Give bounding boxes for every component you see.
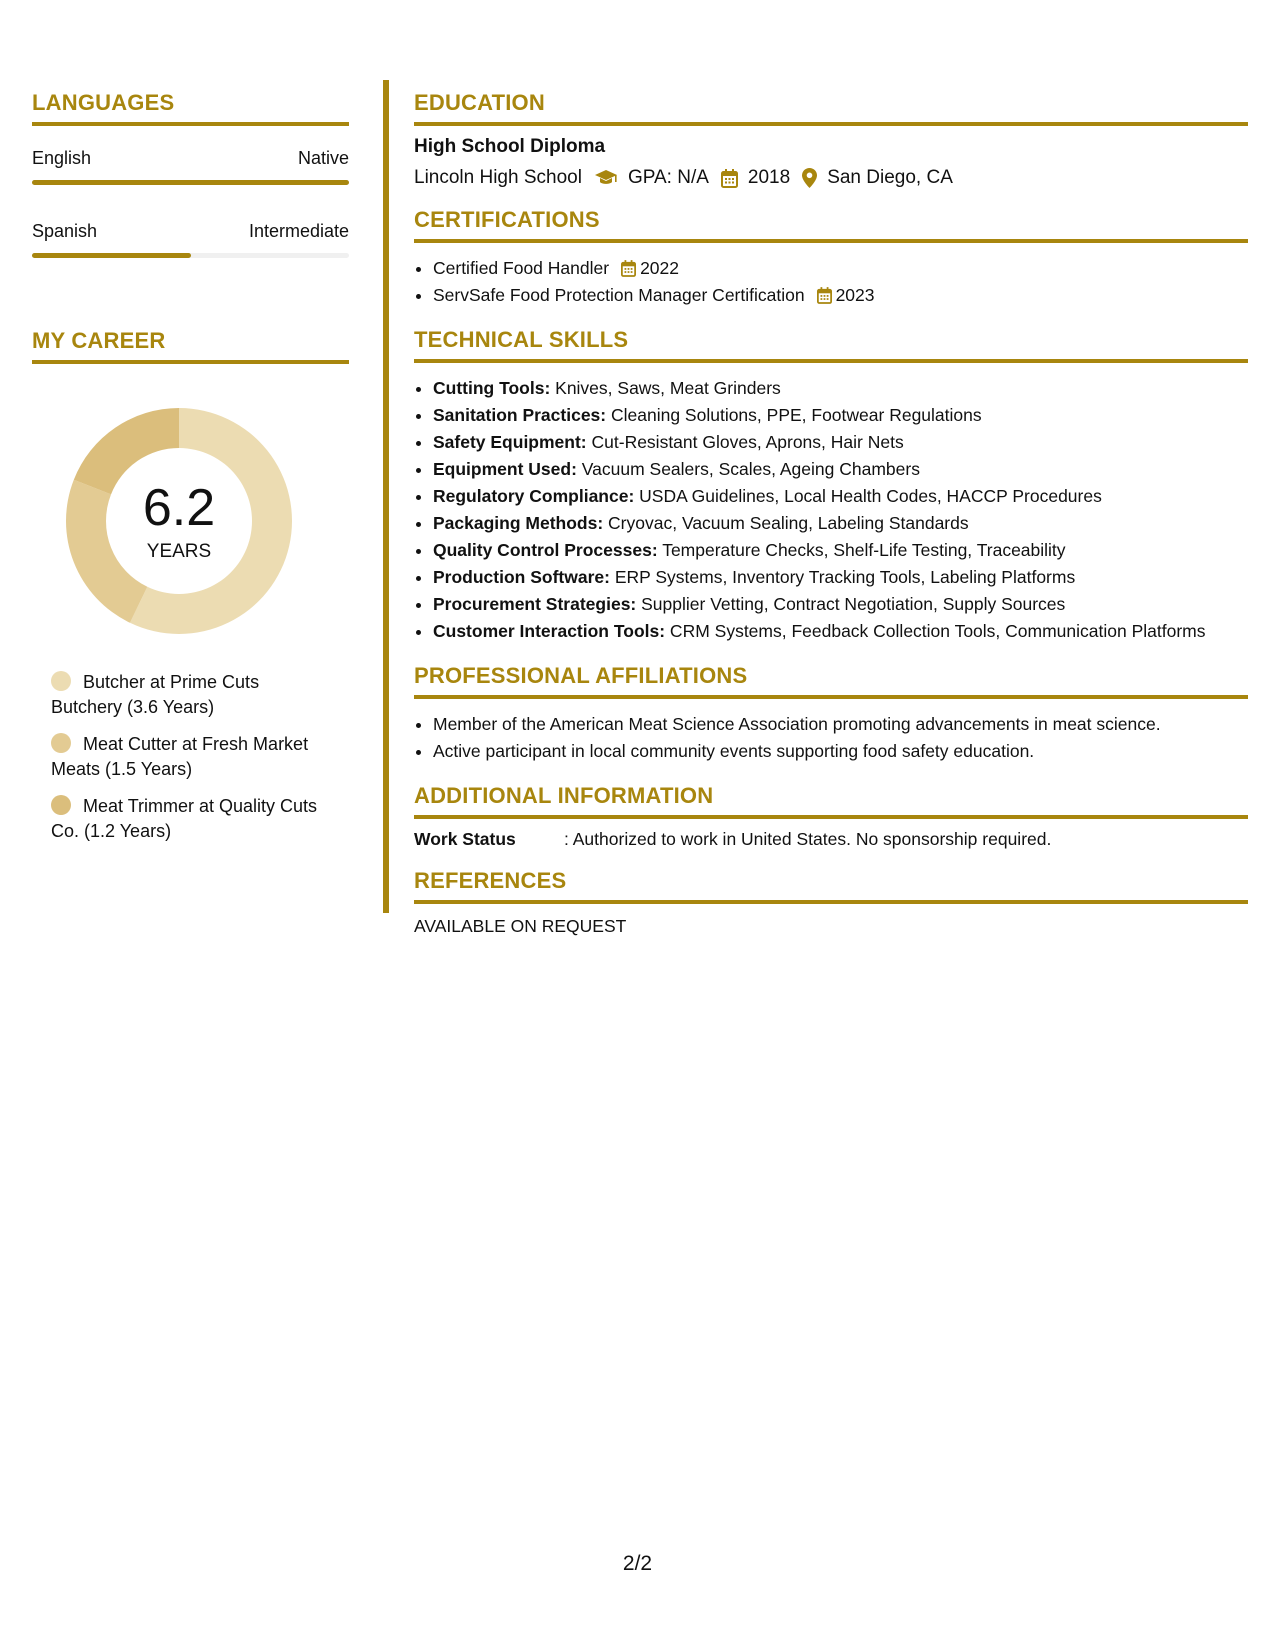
calendar-icon bbox=[721, 169, 738, 188]
skill-item bbox=[433, 375, 1248, 402]
skill-value: CRM Systems, Feedback Collection Tools, Communication Platforms bbox=[665, 621, 1206, 641]
career-years-unit: YEARS bbox=[146, 541, 212, 562]
certification-name: ServSafe Food Protection Manager Certification bbox=[433, 285, 805, 305]
language-level: Intermediate bbox=[248, 221, 349, 241]
graduation-cap-icon bbox=[594, 169, 618, 187]
skill-value: Knives, Saws, Meat Grinders bbox=[550, 378, 781, 398]
work-status-label: Work Status bbox=[414, 829, 516, 849]
legend-label: Butcher at Prime Cuts Butchery (3.6 Years) bbox=[51, 672, 260, 717]
skill-value: USDA Guidelines, Local Health Codes, HACCP Procedures bbox=[634, 486, 1102, 506]
language-proficiency-fill bbox=[32, 253, 191, 258]
certifications-section bbox=[414, 207, 1248, 309]
language-proficiency-bar bbox=[32, 180, 349, 185]
skill-item bbox=[433, 402, 1248, 429]
career-legend bbox=[51, 670, 349, 844]
skill-label: Customer Interaction Tools: bbox=[433, 621, 666, 641]
skill-item bbox=[433, 564, 1248, 591]
work-status-value: : Authorized to work in United States. No sponsorship required. bbox=[564, 829, 1052, 849]
affiliations-section bbox=[414, 663, 1248, 765]
language-level: Native bbox=[297, 148, 349, 168]
right-column bbox=[414, 90, 1248, 955]
education-section bbox=[414, 90, 1248, 189]
language-name: Spanish bbox=[32, 221, 98, 241]
affiliation-item: • Member of the American Meat Science Association promoting advancements in meat science. bbox=[433, 711, 1248, 738]
skill-value: Cleaning Solutions, PPE, Footwear Regulations bbox=[606, 405, 982, 425]
skill-value: Supplier Vetting, Contract Negotiation, Supply Sources bbox=[636, 594, 1066, 614]
calendar-icon bbox=[621, 260, 636, 277]
legend-dot bbox=[51, 733, 71, 753]
skill-value: Cryovac, Vacuum Sealing, Labeling Standards bbox=[603, 513, 969, 533]
language-item bbox=[32, 221, 349, 258]
skill-item bbox=[433, 483, 1248, 510]
skill-item bbox=[433, 510, 1248, 537]
additional-info-heading: ADDITIONAL INFORMATION bbox=[414, 783, 1248, 819]
references-section bbox=[414, 868, 1248, 937]
references-heading: REFERENCES bbox=[414, 868, 1248, 904]
education-gpa: GPA: N/A bbox=[627, 167, 709, 188]
language-proficiency-bar bbox=[32, 253, 349, 258]
skill-value: Vacuum Sealers, Scales, Ageing Chambers bbox=[576, 459, 920, 479]
skill-item bbox=[433, 429, 1248, 456]
skills-section bbox=[414, 327, 1248, 645]
calendar-icon bbox=[817, 287, 832, 304]
affiliations-heading: PROFESSIONAL AFFILIATIONS bbox=[414, 663, 1248, 699]
skill-label: Production Software: bbox=[433, 567, 610, 587]
skill-item bbox=[433, 456, 1248, 483]
education-details bbox=[414, 167, 1248, 189]
skill-label: Quality Control Processes: bbox=[433, 540, 658, 560]
work-status-row bbox=[414, 829, 1248, 850]
skill-value: Cut-Resistant Gloves, Aprons, Hair Nets bbox=[586, 432, 904, 452]
education-heading: EDUCATION bbox=[414, 90, 1248, 126]
education-year: 2018 bbox=[747, 167, 791, 188]
skill-item bbox=[433, 537, 1248, 564]
certification-year: 2022 bbox=[640, 258, 679, 278]
education-degree: High School Diploma bbox=[414, 136, 606, 157]
career-legend-item bbox=[51, 670, 331, 720]
career-donut-chart bbox=[66, 408, 292, 634]
skill-item bbox=[433, 618, 1248, 645]
skill-label: Sanitation Practices: bbox=[433, 405, 607, 425]
certification-item bbox=[433, 282, 1248, 309]
additional-info-section bbox=[414, 783, 1248, 850]
legend-label: Meat Cutter at Fresh Market Meats (1.5 Years) bbox=[51, 734, 309, 779]
skill-label: Regulatory Compliance: bbox=[433, 486, 635, 506]
career-legend-item bbox=[51, 732, 331, 782]
skills-heading: TECHNICAL SKILLS bbox=[414, 327, 1248, 363]
page-number: 2/2 bbox=[622, 1552, 653, 1575]
education-location: San Diego, CA bbox=[827, 167, 953, 188]
skill-value: ERP Systems, Inventory Tracking Tools, Labeling Platforms bbox=[609, 567, 1076, 587]
language-proficiency-fill bbox=[32, 180, 349, 185]
skill-label: Equipment Used: bbox=[433, 459, 577, 479]
map-pin-icon bbox=[802, 168, 817, 188]
career-legend-item bbox=[51, 794, 331, 844]
skill-value: Temperature Checks, Shelf-Life Testing, Traceability bbox=[657, 540, 1066, 560]
legend-dot bbox=[51, 795, 71, 815]
language-name: English bbox=[32, 148, 92, 168]
certifications-heading: CERTIFICATIONS bbox=[414, 207, 1248, 243]
certification-name: Certified Food Handler bbox=[433, 258, 610, 278]
skill-label: Packaging Methods: bbox=[433, 513, 604, 533]
certification-item bbox=[433, 255, 1248, 282]
skill-label: Procurement Strategies: bbox=[433, 594, 637, 614]
left-column bbox=[32, 90, 349, 856]
certification-year: 2023 bbox=[835, 285, 875, 305]
skill-label: Cutting Tools: bbox=[433, 378, 551, 398]
languages-heading: LANGUAGES bbox=[32, 90, 349, 126]
legend-dot bbox=[51, 671, 71, 691]
career-total-years: 6.2 bbox=[142, 479, 216, 537]
references-text: AVAILABLE ON REQUEST bbox=[414, 916, 627, 936]
skill-label: Safety Equipment: bbox=[433, 432, 587, 452]
skill-item bbox=[433, 591, 1248, 618]
career-heading: MY CAREER bbox=[32, 328, 349, 364]
language-item bbox=[32, 148, 349, 185]
column-divider bbox=[383, 80, 389, 913]
affiliation-item: • Active participant in local community events supporting food safety education. bbox=[433, 738, 1248, 765]
education-school: Lincoln High School bbox=[414, 167, 582, 188]
legend-label: Meat Trimmer at Quality Cuts Co. (1.2 Years) bbox=[51, 796, 318, 841]
